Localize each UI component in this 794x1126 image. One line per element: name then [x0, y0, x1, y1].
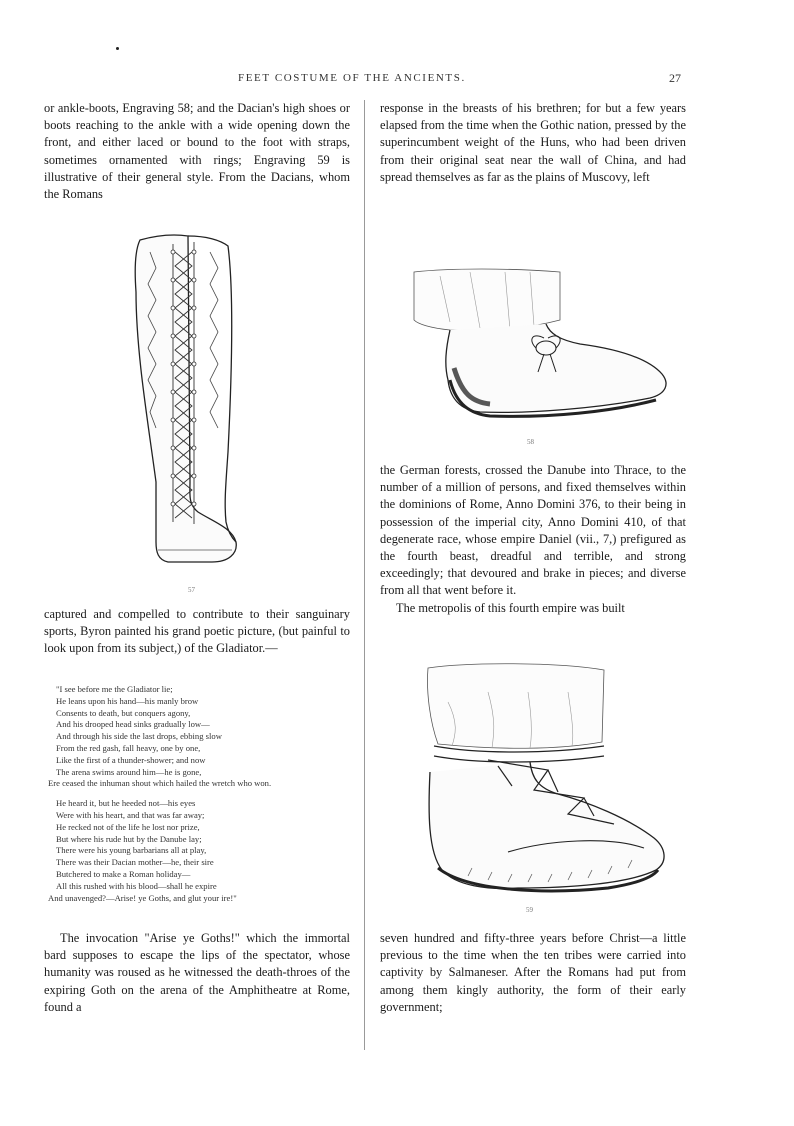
- column-divider: [364, 100, 365, 1050]
- poem-line: He recked not of the life he lost nor prize,: [56, 821, 200, 832]
- poem-line: Like the first of a thunder-shower; and now: [56, 754, 206, 765]
- left-bottom-paragraph: The invocation "Arise ye Goths!" which the immortal bard supposes to escape the lips of the spectator, whose humanity was roused as he witnessed the death-throes of the expiring Goth on the arena of the Amphitheatre at Rome, found a: [44, 931, 350, 1014]
- left-mid-text: [44, 606, 350, 658]
- poem-line: He leans upon his hand—his manly brow: [56, 695, 199, 706]
- right-bottom-text: [380, 930, 686, 1016]
- trouser-cuff: [427, 664, 604, 749]
- figure-58-number: 58: [527, 438, 534, 446]
- poem-line: The arena swims around him—he is gone,: [56, 766, 202, 777]
- poem-line: And unavenged?—Arise! ye Goths, and glut your ire!": [48, 892, 237, 903]
- poem-line: From the red gash, fall heavy, one by one,: [56, 742, 201, 753]
- figure-57-laced-boot: [128, 232, 248, 572]
- running-head: [0, 72, 794, 86]
- sandal-outline: [429, 762, 664, 888]
- side-zigzag-right: [210, 252, 218, 428]
- laced-boot-illustration: [128, 232, 248, 572]
- poem-line: Consents to death, but conquers agony,: [56, 707, 191, 718]
- left-mid-paragraph: captured and compelled to contribute to their sanguinary sports, Byron painted his grand poetic picture, (but painful to look upon from its subject,) of the Gladiator.—: [44, 607, 350, 656]
- poem-line: And his drooped head sinks gradually low—: [56, 719, 210, 730]
- right-mid-paragraph: the German forests, crossed the Danube into Thrace, to the number of a million of persons, and fixed themselves within the dominions of Rome, Anno Domini 376, to their being in possession of the imperial city, Anno Domini 410, of that degenerate race, whose empire Daniel (vii., 7,) prefigured as the fourth beast, dreadful and terrible, and strong exceedingly; that devoured and brake in pieces; and diverse from all that went before it.: [380, 463, 686, 598]
- trouser-drape: [414, 269, 560, 331]
- tied-shoe-illustration: [410, 268, 670, 428]
- poem-line: He heard it, but he heeded not—his eyes: [56, 798, 196, 809]
- stanza-gap: [48, 790, 348, 798]
- right-second-paragraph: The metropolis of this fourth empire was built: [396, 600, 625, 615]
- left-top-text: [44, 100, 350, 203]
- strapped-sandal-illustration: [408, 662, 670, 906]
- figure-59-number: 59: [526, 906, 533, 914]
- poem-line: "I see before me the Gladiator lie;: [56, 684, 173, 694]
- left-bottom-text: [44, 930, 350, 1016]
- figure-58-tied-shoe: [410, 268, 670, 428]
- right-bottom-paragraph: seven hundred and fifty-three years before Christ—a little previous to the time when the ten tribes were carried into captivity by Salmaneser. After the Romans had put from among them kingly authority, the form of their early government;: [380, 931, 686, 1014]
- right-mid-text: [380, 462, 686, 617]
- poem-line: There was their Dacian mother—he, their sire: [56, 857, 214, 868]
- ink-speck: [116, 47, 119, 50]
- poem-line: Were with his heart, and that was far away;: [56, 809, 205, 820]
- gladiator-poem: [48, 684, 348, 904]
- running-title: FEET COSTUME OF THE ANCIENTS.: [238, 72, 466, 84]
- poem-line: Ere ceased the inhuman shout which hailed the wretch who won.: [48, 778, 272, 789]
- poem-line: And through his side the last drops, ebbing slow: [56, 731, 222, 742]
- poem-line: Butchered to make a Roman holiday—: [56, 868, 191, 879]
- left-top-paragraph: or ankle-boots, Engraving 58; and the Dacian's high shoes or boots reaching to the ankle with a wide opening down the front, and either laced or bound to the foot with straps, sometimes ornamented with rings; Engraving 59 is illustrative of their general style. From the Dacians, whom the Romans: [44, 101, 350, 202]
- figure-59-strapped-sandal: [408, 662, 670, 906]
- page-number: 27: [669, 71, 681, 85]
- figure-57-number: 57: [188, 586, 195, 594]
- poem-line: There were his young barbarians all at play,: [56, 845, 207, 856]
- poem-line: All this rushed with his blood—shall he expire: [56, 880, 217, 891]
- right-top-paragraph: response in the breasts of his brethren; for but a few years elapsed from the time when the Gothic nation, pressed by the superincumbent weight of the Huns, who had been driven from their original seat near the wall of China, and had spread themselves as far as the plains of Muscovy, left: [380, 101, 686, 184]
- right-top-text: [380, 100, 686, 186]
- poem-line: But where his rude hut by the Danube lay;: [56, 833, 202, 844]
